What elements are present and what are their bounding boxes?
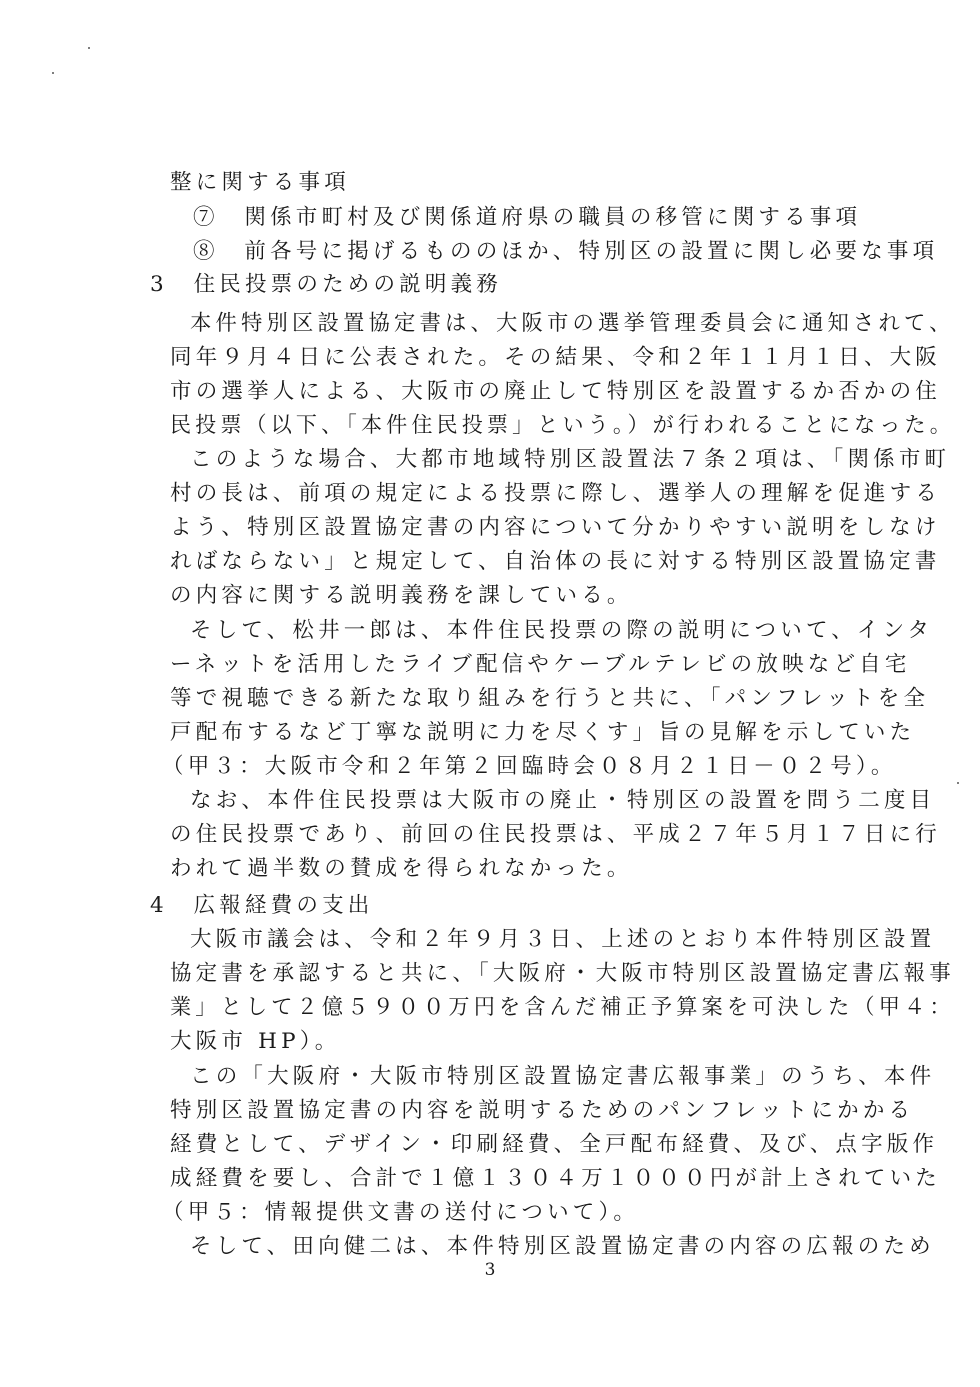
paragraph-line: なお、本件住民投票は大阪市の廃止・特別区の設置を問う二度目 — [190, 788, 936, 813]
paragraph-line: 市の選挙人による、大阪市の廃止して特別区を設置するか否かの住 — [170, 379, 942, 404]
paragraph-line: 特別区設置協定書の内容を説明するためのパンフレットにかかる — [170, 1098, 915, 1123]
paragraph-line: 同年９月４日に公表された。その結果、令和２年１１月１日、大阪 — [170, 345, 942, 370]
paragraph-line: 大阪市 HP）。 — [170, 1029, 341, 1054]
list-item: ⑦ 関係市町村及び関係道府県の職員の移管に関する事項 — [193, 205, 862, 230]
paragraph-line: 業」として２億５９００万円を含んだ補正予算案を可決した（甲４： — [170, 995, 955, 1020]
paragraph-line: そして、田向健二は、本件特別区設置協定書の内容の広報のため — [190, 1234, 935, 1259]
paragraph-line: ーネットを活用したライブ配信やケーブルテレビの放映など自宅 — [170, 652, 911, 677]
paragraph-line: われて過半数の賛成を得られなかった。 — [170, 856, 633, 881]
paragraph-line: 民投票（以下、「本件住民投票」という。）が行われることになった。 — [170, 413, 955, 438]
citation-line: （甲３：大阪市令和２年第２回臨時会０８月２１日－０２号）。 — [162, 754, 897, 779]
paragraph-line: そして、松井一郎は、本件住民投票の際の説明について、インタ — [190, 618, 934, 643]
scan-speck — [88, 47, 90, 49]
text-line: 整に関する事項 — [170, 170, 350, 195]
scan-speck — [52, 72, 54, 74]
paragraph-line: の住民投票であり、前回の住民投票は、平成２７年５月１７日に行 — [170, 822, 942, 847]
paragraph-line: 成経費を要し、合計で１億１３０４万１０００円が計上されていた — [170, 1166, 942, 1191]
section-heading: 3 住民投票のための説明義務 — [150, 272, 502, 297]
paragraph-line: よう、特別区設置協定書の内容について分かりやすい説明をしなけ — [170, 515, 941, 540]
paragraph-line: 協定書を承認すると共に、「大阪府・大阪市特別区設置協定書広報事 — [170, 961, 955, 986]
list-item: ⑧ 前各号に掲げるもののほか、特別区の設置に関し必要な事項 — [193, 239, 939, 264]
paragraph-line: 等で視聴できる新たな取り組みを行うと共に、「パンフレットを全 — [170, 686, 930, 711]
paragraph-line: 経費として、デザイン・印刷経費、全戸配布経費、及び、点字版作 — [170, 1132, 939, 1157]
page-number: 3 — [484, 1260, 496, 1280]
paragraph-line: の内容に関する説明義務を課している。 — [170, 583, 633, 608]
paragraph-line: 戸配布するなど丁寧な説明に力を尽くす」旨の見解を示していた — [170, 720, 916, 745]
paragraph-line: 本件特別区設置協定書は、大阪市の選挙管理委員会に通知されて、 — [190, 311, 955, 336]
section-heading: 4 広報経費の支出 — [150, 893, 374, 918]
paragraph-line: 大阪市議会は、令和２年９月３日、上述のとおり本件特別区設置 — [190, 927, 936, 952]
paragraph-line: ればならない」と規定して、自治体の長に対する特別区設置協定書 — [170, 549, 941, 574]
paragraph-line: この「大阪府・大阪市特別区設置協定書広報事業」のうち、本件 — [190, 1064, 936, 1089]
paragraph-line: 村の長は、前項の規定による投票に際し、選挙人の理解を促進する — [170, 481, 942, 506]
scan-speck — [957, 782, 959, 784]
citation-line: （甲５：情報提供文書の送付について）。 — [162, 1200, 640, 1225]
paragraph-line: このような場合、大都市地域特別区設置法７条２項は、「関係市町 — [190, 447, 951, 472]
